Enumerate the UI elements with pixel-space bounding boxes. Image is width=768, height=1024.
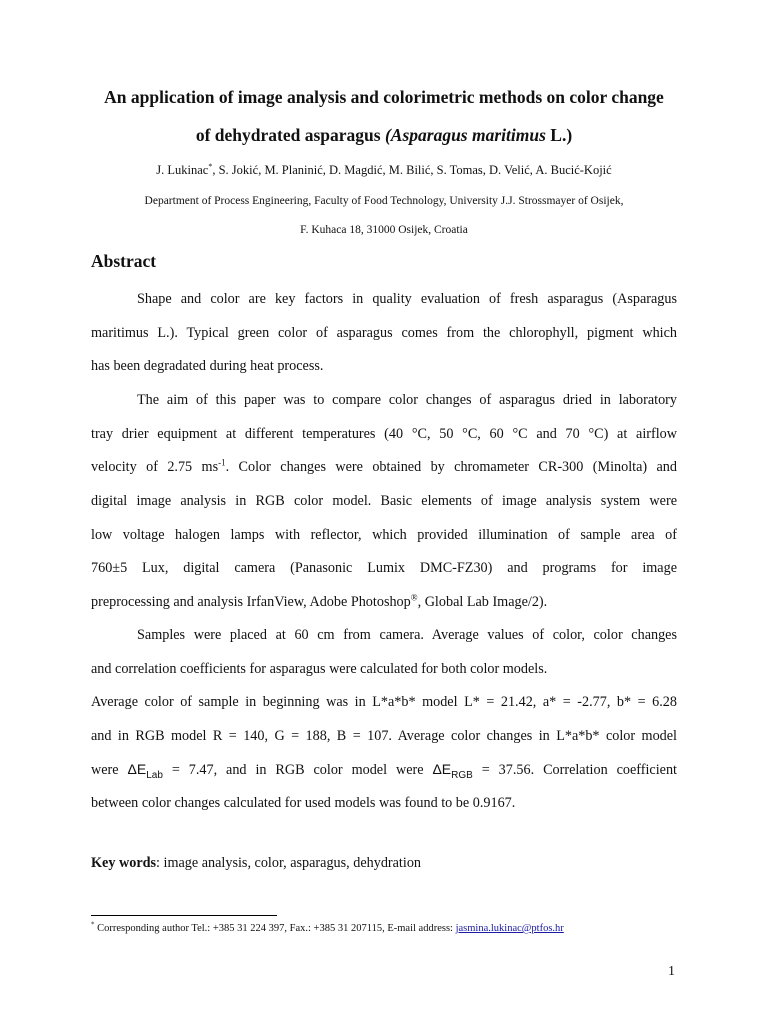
affiliation-line-2: F. Kuhaca 18, 31000 Osijek, Croatia [300,224,468,236]
paper-title-line-2 [0,125,768,145]
subscript-lab: Lab [146,770,163,782]
text-span: velocity of 2.75 ms [91,459,219,476]
keywords-text: : image analysis, color, asparagus, dehydration [156,855,422,871]
delta-e-symbol: ΔE [127,761,147,778]
author-list [0,162,768,178]
text-line: digital image analysis in RGB color model. Basic elements of image analysis system were [91,493,677,510]
subscript-rgb: RGB [451,770,473,782]
title-prefix: of dehydrated asparagus [195,125,385,145]
corresponding-mark: * [208,161,213,171]
text-line: maritimus L.). Typical green color of asparagus comes from the chlorophyll, pigment which [91,324,677,341]
text-line [91,586,677,620]
text-line: Samples were placed at 60 cm from camera. Average values of color, color changes [137,627,677,643]
abstract-paragraph-2 [91,384,677,620]
text-line: low voltage halogen lamps with reflector, which provided illumination of sample area of [91,526,677,543]
abstract-paragraph-1 [91,283,677,384]
abstract-heading: Abstract [91,251,157,271]
delta-e-symbol: ΔE [432,761,452,778]
text-span: were [91,762,128,779]
text-line: tray drier equipment at different temperatures (40 °C, 50 °C, 60 °C and 70 °C) at airflow [91,425,677,442]
title-species: (Asparagus maritimus [384,125,546,145]
text-line: has been degradated during heat process. [91,358,324,375]
text-line: and correlation coefficients for asparagus were calculated for both color models. [91,660,548,677]
abstract-paragraph-4 [91,686,677,821]
registered-mark: ® [410,592,418,603]
text-span: = 7.47, and in RGB color model were [162,762,433,779]
keywords-label: Key words [91,855,157,871]
paper-title-line-1: An application of image analysis and colorimetric methods on color change [104,87,664,107]
first-author: J. Lukinac [156,163,209,177]
text-line: and in RGB model R = 140, G = 188, B = 107. Average color changes in L*a*b* color model [91,727,677,744]
text-line: 760±5 Lux, digital camera (Panasonic Lumix DMC-FZ30) and programs for image [91,560,677,577]
text-span: , Global Lab Image/2). [417,594,548,611]
footnote-text: Corresponding author Tel.: +385 31 224 397, Fax.: +385 31 207115, E-mail address: [94,923,456,934]
text-line: between color changes calculated for used models was found to be 0.9167. [91,795,516,812]
footnote-mark: * [91,920,95,929]
email-link[interactable]: jasmina.lukinac@ptfos.hr [455,923,564,934]
other-authors: , S. Jokić, M. Planinić, D. Magdić, M. Bilić, S. Tomas, D. Velić, A. Bucić-Kojić [212,163,612,177]
title-suffix: L.) [545,125,573,145]
text-line: Average color of sample in beginning was in L*a*b* model L* = 21.42, a* = -2.77, b* = 6.28 [91,694,677,710]
text-line [91,451,677,485]
page-number: 1 [668,964,675,979]
text-line: The aim of this paper was to compare color changes of asparagus dried in laboratory [137,392,677,408]
superscript: -1 [218,457,226,468]
text-span: preprocessing and analysis IrfanView, Adobe Photoshop [91,594,411,611]
text-span: . Color changes were obtained by chromameter CR-300 (Minolta) and [225,459,677,476]
footnote [91,922,564,936]
text-line [91,753,677,787]
affiliation-line-1: Department of Process Engineering, Faculty of Food Technology, University J.J. Strossmayer of Osijek, [144,195,624,207]
text-line: Shape and color are key factors in quality evaluation of fresh asparagus (Asparagus [137,291,677,307]
keywords [91,853,421,873]
abstract-paragraph-3 [91,619,677,686]
footnote-divider [91,915,277,916]
text-span: = 37.56. Correlation coefficient [472,762,677,779]
